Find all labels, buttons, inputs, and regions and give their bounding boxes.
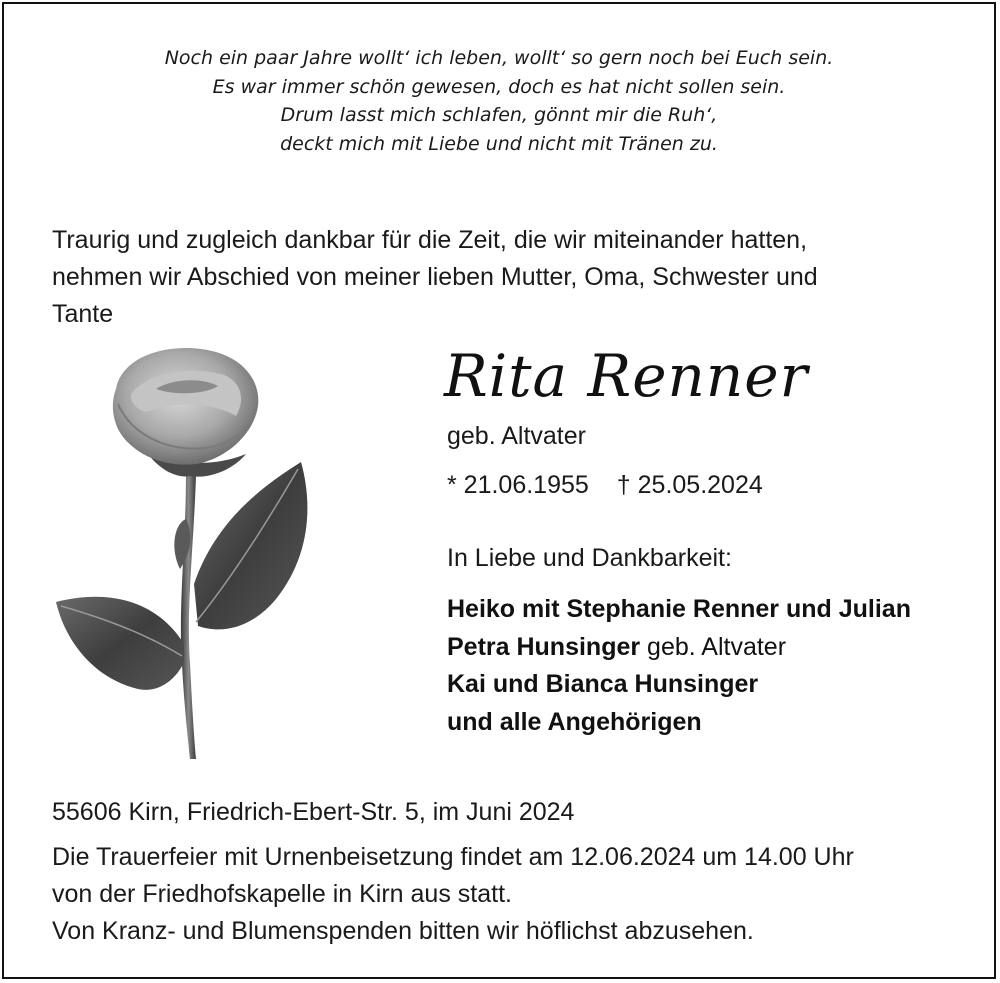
- obituary-notice: [2, 2, 996, 979]
- poem: [4, 44, 994, 158]
- intro-line: nehmen wir Abschied von meiner lieben Mutter, Oma, Schwester und: [52, 263, 818, 291]
- deceased-name: Rita Renner: [444, 342, 809, 410]
- poem-line: Drum lasst mich schlafen, gönnt mir die Ruh‘,: [280, 104, 718, 126]
- ceremony-line: Von Kranz- und Blumenspenden bitten wir höflichst abzusehen.: [52, 917, 754, 945]
- ceremony-line: Die Trauerfeier mit Urnenbeisetzung findet am 12.06.2024 um 14.00 Uhr: [52, 843, 854, 871]
- birth-date: * 21.06.1955: [447, 471, 589, 499]
- mourners-heading: In Liebe und Dankbarkeit:: [447, 544, 732, 572]
- mourner-line: Kai und Bianca Hunsinger: [447, 670, 759, 698]
- footer: [52, 794, 972, 950]
- life-dates: [447, 471, 763, 500]
- rose-icon: [46, 344, 326, 764]
- mourners-list: [447, 591, 911, 741]
- mourner-line: Heiko mit Stephanie Renner und Julian: [447, 595, 911, 623]
- poem-line: Es war immer schön gewesen, doch es hat nicht sollen sein.: [212, 75, 786, 98]
- mourner-line: und alle Angehörigen: [447, 707, 702, 736]
- intro-line: Traurig und zugleich dankbar für die Zeit, die wir miteinander hatten,: [52, 226, 808, 254]
- mourner-maiden: geb. Altvater: [640, 632, 787, 661]
- mourner-name: Petra Hunsinger: [447, 632, 641, 661]
- intro-text: [52, 222, 952, 333]
- address: 55606 Kirn, Friedrich-Ebert-Str. 5, im Juni 2024: [52, 798, 575, 826]
- maiden-name: geb. Altvater: [447, 422, 586, 450]
- intro-line: Tante: [52, 300, 114, 328]
- poem-line: Noch ein paar Jahre wollt‘ ich leben, wollt‘ so gern noch bei Euch sein.: [164, 47, 834, 69]
- ceremony-line: von der Friedhofskapelle in Kirn aus statt.: [52, 880, 512, 908]
- poem-line: deckt mich mit Liebe und nicht mit Tränen zu.: [280, 132, 718, 155]
- death-date: † 25.05.2024: [616, 471, 763, 499]
